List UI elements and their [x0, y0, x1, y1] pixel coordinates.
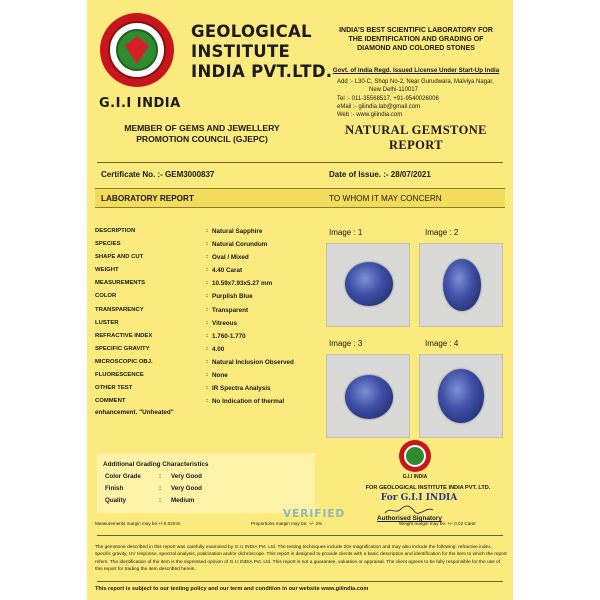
- spec-colon: :: [206, 293, 208, 300]
- spec-colon: :: [206, 254, 208, 261]
- spec-value: Natural Corundum: [212, 241, 268, 249]
- authorised-signatory: Authorised Signatory: [377, 515, 442, 522]
- spec-label: TRANSPARENCY: [95, 306, 144, 313]
- signature-stamp: For G.I.I INDIA: [380, 493, 458, 503]
- spec-colon: :: [206, 372, 208, 379]
- weight-margin: Weight margin may be: +/- 0.02 Carat: [399, 521, 476, 526]
- spec-row: [92, 330, 320, 343]
- gem-photo-3: [326, 354, 410, 438]
- spec-value: Natural Inclusion Observed: [212, 358, 294, 366]
- spec-row: [92, 277, 320, 290]
- spec-value: 10.59x7.93x5.27 mm: [212, 280, 273, 288]
- spec-row: [92, 238, 320, 251]
- date-of-issue: Date of Issue. :- 28/07/2021: [329, 170, 431, 179]
- image-label-1: Image : 1: [329, 228, 363, 237]
- lab-report-title: LABORATORY REPORT: [101, 194, 194, 203]
- address-line: Add :- L30-C, Shop No-2, Near Gurudwara, Malviya Nagar,: [337, 79, 494, 85]
- spec-row: [92, 264, 320, 277]
- verified-watermark: VERIFIED: [283, 508, 346, 520]
- spec-row: [92, 356, 320, 369]
- gem-photo-1: [326, 243, 410, 327]
- comment-continuation: enhancement. "Unheated": [95, 409, 174, 416]
- divider: [97, 535, 503, 536]
- specification-table: [92, 225, 320, 408]
- to-whom-concern: TO WHOM IT MAY CONCERN: [329, 194, 442, 203]
- spec-row: [92, 317, 320, 330]
- govt-license: Govt. of India Regd. Issued License Under Start-Up India: [332, 67, 500, 74]
- spec-colon: :: [206, 280, 208, 287]
- disclaimer-text: The gemstone described in this report was carefully examined by G.I.I INDIA Pvt. Ltd. The testing techniques include 20x magnification and may also include the following: refractive index, specific gravity, UV response, spectral analysis, polarization and/or dichroscope. This report is designed to provide clients with a basic description and identification for the item to which the report refers. The identification of the item is the expressed opinion of G.I.I INDIA Pvt. Ltd. This report is not a guarantee, valuation or appraisal. The client agrees to be fully responsible for the use of this report for trading the item described herein.: [95, 545, 507, 573]
- website: Web :- www.giiindia.com: [337, 112, 403, 119]
- spec-label: SHAPE AND CUT: [95, 254, 144, 261]
- member-gjepc: MEMBER OF GEMS AND JEWELLERY PROMOTION COUNCIL (GJEPC): [124, 123, 280, 144]
- spec-row: [92, 382, 320, 395]
- spec-value: 4.00: [212, 345, 225, 353]
- spec-label: OTHER TEST: [95, 385, 133, 392]
- spec-colon: :: [206, 332, 208, 339]
- spec-label: MEASUREMENTS: [95, 280, 146, 287]
- spec-value: IR Spectra Analysis: [212, 385, 271, 393]
- spec-row: [92, 225, 320, 238]
- address-line-2: New Delhi-110017: [369, 87, 418, 94]
- image-label-3: Image : 3: [329, 339, 363, 348]
- spec-value: None: [212, 372, 228, 380]
- spec-row: [92, 304, 320, 317]
- divider: [97, 162, 503, 163]
- sapphire-image: [345, 375, 393, 419]
- spec-value: Vitreous: [212, 319, 238, 327]
- spec-label: COMMENT: [95, 398, 126, 405]
- gem-photo-4: [419, 354, 503, 438]
- sapphire-image: [443, 259, 481, 311]
- seal-caption: G.I.I INDIA: [402, 474, 428, 480]
- signature-company: FOR GEOLOGICAL INSTITUTE INDIA PVT. LTD.: [365, 485, 491, 491]
- spec-value: No Indication of thermal: [212, 398, 285, 406]
- spec-value: 1.760-1.770: [212, 332, 246, 340]
- spec-colon: :: [206, 358, 208, 365]
- spec-colon: :: [206, 267, 208, 274]
- measurement-margin: Measurements margin may be:+/-0.02mm: [95, 521, 181, 526]
- report-title: NATURAL GEMSTONE REPORT: [345, 123, 487, 152]
- spec-value: Oval / Mixed: [212, 254, 249, 262]
- lab-tagline: INDIA'S BEST SCIENTIFIC LABORATORY FOR THE IDENTIFICATION AND GRADING OF DIAMOND AND COLORED STONES: [339, 27, 493, 52]
- spec-row: [92, 369, 320, 382]
- gem-photo-2: [419, 243, 503, 327]
- company-name: GEOLOGICAL INSTITUTE INDIA PVT.LTD.: [191, 22, 333, 81]
- sapphire-image: [438, 369, 484, 423]
- spec-value: Natural Sapphire: [212, 228, 263, 235]
- spec-label: SPECIES: [95, 241, 121, 248]
- spec-label: SPECIFIC GRAVITY: [95, 345, 150, 352]
- spec-label: WEIGHT: [95, 267, 119, 274]
- institute-logo: [100, 13, 174, 87]
- contact-block: [337, 78, 507, 119]
- email: eMail :- giiindia.lab@gmail.com: [337, 103, 421, 110]
- sapphire-image: [345, 262, 393, 306]
- seal-globe-icon: [404, 445, 426, 467]
- image-label-4: Image : 4: [425, 339, 459, 348]
- spec-label: REFRACTIVE INDEX: [95, 332, 153, 339]
- spec-label: LUSTER: [95, 319, 119, 326]
- spec-label: DESCRIPTION: [95, 228, 136, 234]
- certificate-sheet: [87, 0, 513, 600]
- spec-value: Transparent: [212, 306, 249, 314]
- logo-caption: G.I.I INDIA: [99, 96, 181, 111]
- spec-colon: :: [206, 345, 208, 352]
- spec-label: MICROSCOPIC OBJ.: [95, 358, 153, 365]
- spec-colon: :: [206, 398, 208, 405]
- grading-title: Additional Grading Characteristics: [103, 461, 209, 468]
- telephone: Tel :- 011-35568517, +91-9540026006: [337, 95, 439, 102]
- spec-row: [92, 395, 320, 408]
- lab-report-bar: [95, 188, 505, 208]
- divider: [97, 581, 503, 582]
- institute-seal: [399, 440, 431, 472]
- spec-colon: :: [206, 306, 208, 313]
- certificate-number: Certificate No. :- GEM3000837: [101, 170, 215, 179]
- spec-label: FLUORESCENCE: [95, 372, 144, 379]
- image-label-2: Image : 2: [425, 228, 459, 237]
- footer-policy: This report is subject to our testing policy and our term and condition in our website www.giiindia.com: [95, 586, 369, 592]
- spec-value: 4.40 Carat: [212, 267, 243, 275]
- spec-row: [92, 251, 320, 264]
- spec-colon: :: [206, 241, 208, 248]
- spec-colon: :: [206, 385, 208, 392]
- spec-label: COLOR: [95, 293, 117, 300]
- spec-row: [92, 290, 320, 303]
- spec-value: Purplish Blue: [212, 293, 253, 301]
- spec-colon: :: [206, 228, 208, 234]
- spec-row: [92, 343, 320, 356]
- grading-box: Additional Grading Characteristics Color Grade : Very Good Finish : Very Good Quality : Medium: [97, 453, 315, 513]
- spec-colon: :: [206, 319, 208, 326]
- proportion-margin: Proportions margin may be: +/- 2%: [251, 521, 323, 526]
